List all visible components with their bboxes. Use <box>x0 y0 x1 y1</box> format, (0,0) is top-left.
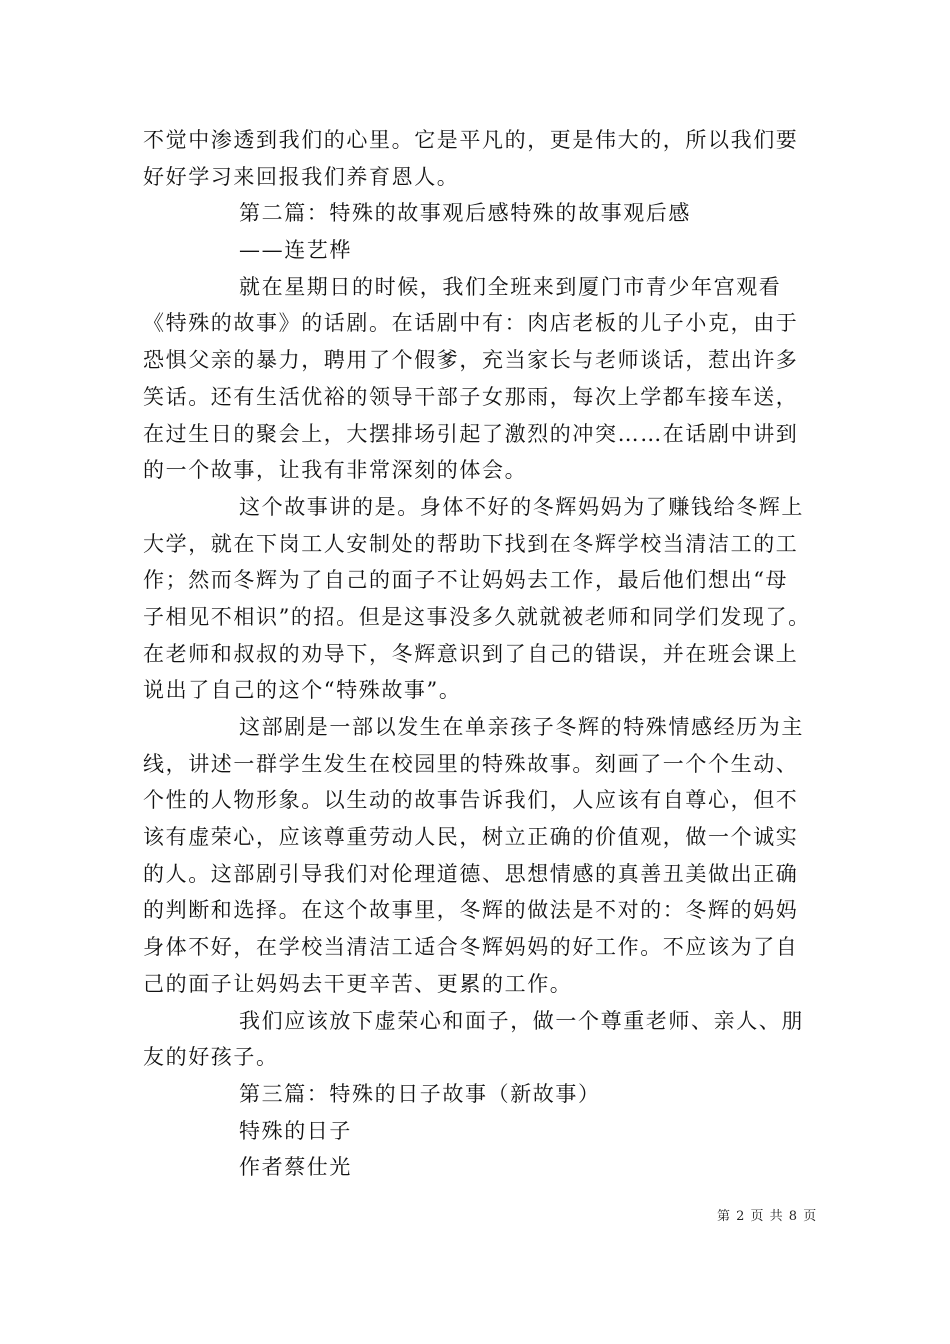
author-line: 作者蔡仕光 <box>239 1155 352 1180</box>
text-line: 恐惧父亲的暴力，聘用了个假爹，充当家长与老师谈话，惹出许多 <box>143 348 799 373</box>
page-number: 第 2 页 共 8 页 <box>717 1209 818 1224</box>
text-line: 的判断和选择。在这个故事里，冬辉的做法是不对的：冬辉的妈妈 <box>143 898 799 923</box>
text-line: 说出了自己的这个“特殊故事”。 <box>143 678 462 703</box>
text-line: 就在星期日的时候，我们全班来到厦门市青少年宫观看 <box>239 274 782 299</box>
text-line: 的人。这部剧引导我们对伦理道德、思想情感的真善丑美做出正确 <box>143 861 799 886</box>
text-line: 作；然而冬辉为了自己的面子不让妈妈去工作，最后他们想出“母 <box>143 568 789 593</box>
text-line: 这部剧是一部以发生在单亲孩子冬辉的特殊情感经历为主 <box>239 715 804 739</box>
text-line: 《特殊的故事》的话剧。在话剧中有：肉店老板的儿子小克，由于 <box>143 311 799 336</box>
story-title: 特殊的日子 <box>239 1118 352 1143</box>
text-line: 在老师和叔叔的劝导下，冬辉意识到了自己的错误，并在班会课上 <box>143 641 799 666</box>
text-line: 友的好孩子。 <box>143 1045 279 1070</box>
text-line: 子相见不相识”的招。但是这事没多久就就被老师和同学们发现了。 <box>143 604 811 629</box>
text-line: 该有虚荣心，应该尊重劳动人民，树立正确的价值观，做一个诚实 <box>143 825 799 850</box>
text-line: 大学，就在下岗工人安制处的帮助下找到在冬辉学校当清洁工的工 <box>143 531 799 556</box>
text-line: 笑话。还有生活优裕的领导干部子女那雨，每次上学都车接车送， <box>143 384 799 409</box>
text-line: 不觉中渗透到我们的心里。它是平凡的，更是伟大的，所以我们要 <box>143 128 799 152</box>
document-body <box>143 122 823 1186</box>
text-line: 我们应该放下虚荣心和面子，做一个尊重老师、亲人、朋 <box>239 1008 804 1033</box>
section-heading: 第二篇：特殊的故事观后感特殊的故事观后感 <box>239 201 691 226</box>
text-line: 己的面子让妈妈去干更辛苦、更累的工作。 <box>143 971 573 996</box>
text-line: 这个故事讲的是。身体不好的冬辉妈妈为了赚钱给冬辉上 <box>239 494 804 519</box>
text-line: 的一个故事，让我有非常深刻的体会。 <box>143 458 528 483</box>
author-line: ——连艺桦 <box>239 238 352 263</box>
text-line: 身体不好，在学校当清洁工适合冬辉妈妈的好工作。不应该为了自 <box>143 935 799 960</box>
text-line: 个性的人物形象。以生动的故事告诉我们，人应该有自尊心，但不 <box>143 788 799 813</box>
text-line: 好好学习来回报我们养育恩人。 <box>143 164 460 189</box>
text-line: 在过生日的聚会上，大摆排场引起了激烈的冲突……在话剧中讲到 <box>143 421 799 446</box>
section-heading: 第三篇：特殊的日子故事（新故事） <box>239 1081 601 1106</box>
text-line: 线，讲述一群学生发生在校园里的特殊故事。刻画了一个个生动、 <box>143 751 799 776</box>
